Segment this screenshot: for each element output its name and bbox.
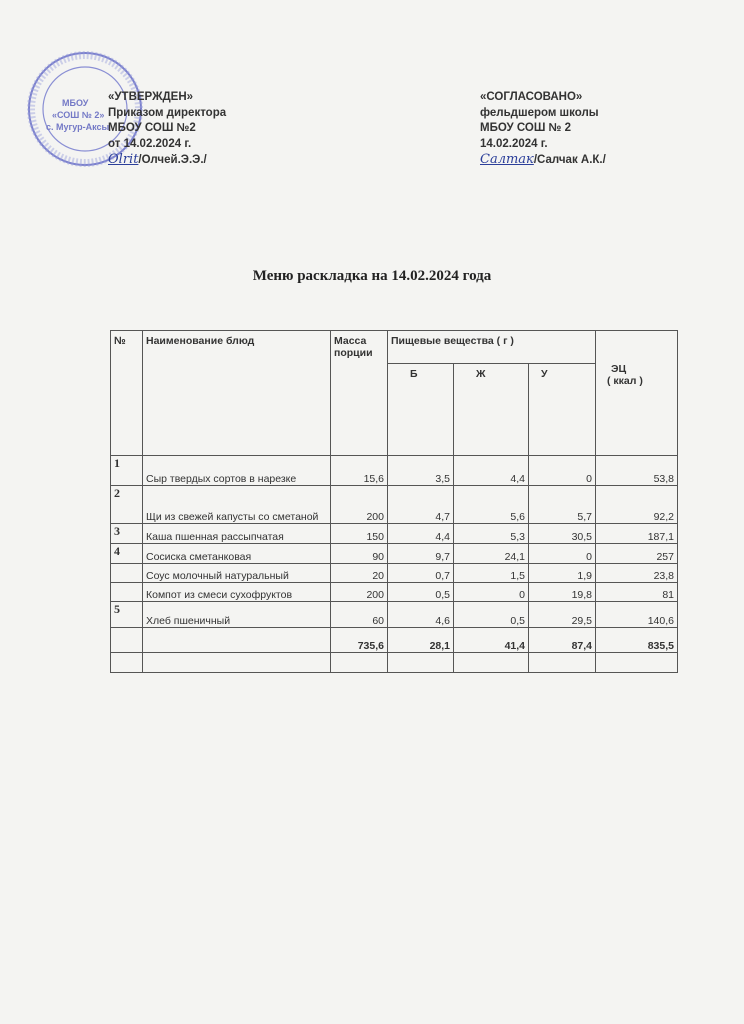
table-row — [111, 544, 678, 564]
carbs: 0 — [529, 456, 596, 486]
page-title: Меню раскладка на 14.02.2024 года — [252, 268, 492, 284]
fat: 4,4 — [454, 456, 529, 486]
approved-line2: МБОУ СОШ №2 — [108, 122, 196, 134]
fat: 1,5 — [454, 564, 529, 583]
energy: 23,8 — [596, 564, 678, 583]
director-signature: Olrit — [108, 152, 139, 167]
header-name: Наименование блюд — [143, 331, 331, 456]
carbs: 1,9 — [529, 564, 596, 583]
dish-name: Каша пшенная рассыпчатая — [143, 524, 331, 544]
agreed-date: 14.02.2024 г. — [480, 137, 548, 150]
table-row — [111, 564, 678, 583]
dish-name: Сосиска сметанковая — [143, 544, 331, 564]
header-no: № — [111, 331, 143, 456]
carbs: 5,7 — [529, 486, 596, 524]
protein: 3,5 — [388, 456, 454, 486]
agreed-heading: «СОГЛАСОВАНО» — [480, 91, 583, 103]
table-row — [111, 456, 678, 486]
medic-signature: Салтак — [480, 152, 534, 167]
fat: 0,5 — [454, 602, 529, 628]
carbs: 29,5 — [529, 602, 596, 628]
header-nutrients: Пищевые вещества ( г ) — [388, 331, 596, 364]
row-no: 4 — [111, 544, 143, 564]
carbs: 30,5 — [529, 524, 596, 544]
carbs: 19,8 — [529, 583, 596, 602]
protein: 0,5 — [388, 583, 454, 602]
agreed-line2: МБОУ СОШ № 2 — [480, 122, 571, 134]
mass: 15,6 — [331, 456, 388, 486]
protein: 4,4 — [388, 524, 454, 544]
mass: 20 — [331, 564, 388, 583]
protein: 0,7 — [388, 564, 454, 583]
fat: 24,1 — [454, 544, 529, 564]
energy: 81 — [596, 583, 678, 602]
table-row — [111, 486, 678, 524]
svg-text:с. Мугур-Аксы: с. Мугур-Аксы — [46, 122, 110, 132]
total-zh: 41,4 — [454, 628, 529, 653]
fat: 0 — [454, 583, 529, 602]
header-zh: Ж — [454, 364, 529, 456]
dish-name: Щи из свежей капусты со сметаной — [143, 486, 331, 524]
energy: 92,2 — [596, 486, 678, 524]
total-b: 28,1 — [388, 628, 454, 653]
table-row — [111, 524, 678, 544]
row-no: 5 — [111, 602, 143, 628]
mass: 90 — [331, 544, 388, 564]
approved-block — [108, 90, 226, 169]
energy: 187,1 — [596, 524, 678, 544]
row-no — [111, 583, 143, 602]
agreed-block — [480, 90, 606, 169]
row-no: 1 — [111, 456, 143, 486]
total-energy: 835,5 — [596, 628, 678, 653]
protein: 4,7 — [388, 486, 454, 524]
approved-date: от 14.02.2024 г. — [108, 137, 192, 150]
approved-name: /Олчей.Э.Э./ — [138, 154, 207, 166]
protein: 9,7 — [388, 544, 454, 564]
row-no: 3 — [111, 524, 143, 544]
header-energy: ЭЦ ( ккал ) — [596, 331, 678, 456]
energy: 140,6 — [596, 602, 678, 628]
approved-heading: «УТВЕРЖДЕН» — [108, 91, 194, 103]
dish-name: Соус молочный натуральный — [143, 564, 331, 583]
total-mass: 735,6 — [331, 628, 388, 653]
protein: 4,6 — [388, 602, 454, 628]
svg-text:МБОУ: МБОУ — [62, 98, 89, 108]
dish-name: Хлеб пшеничный — [143, 602, 331, 628]
mass: 200 — [331, 583, 388, 602]
header-u: У — [529, 364, 596, 456]
mass: 60 — [331, 602, 388, 628]
header-mass: Масса порции — [331, 331, 388, 456]
dish-name: Компот из смеси сухофруктов — [143, 583, 331, 602]
dish-name: Сыр твердых сортов в нарезке — [143, 456, 331, 486]
carbs: 0 — [529, 544, 596, 564]
mass: 150 — [331, 524, 388, 544]
row-no: 2 — [111, 486, 143, 524]
menu-table — [110, 330, 678, 673]
energy: 53,8 — [596, 456, 678, 486]
empty-row — [111, 653, 678, 673]
fat: 5,3 — [454, 524, 529, 544]
total-row — [111, 628, 678, 653]
header-b: Б — [388, 364, 454, 456]
svg-text:«СОШ № 2»: «СОШ № 2» — [52, 110, 105, 120]
table-row — [111, 602, 678, 628]
row-no — [111, 564, 143, 583]
total-u: 87,4 — [529, 628, 596, 653]
approved-line1: Приказом директора — [108, 106, 227, 119]
table-row — [111, 583, 678, 602]
energy: 257 — [596, 544, 678, 564]
mass: 200 — [331, 486, 388, 524]
agreed-line1: фельдшером школы — [480, 106, 599, 119]
fat: 5,6 — [454, 486, 529, 524]
agreed-name: /Салчак А.К./ — [533, 154, 606, 166]
